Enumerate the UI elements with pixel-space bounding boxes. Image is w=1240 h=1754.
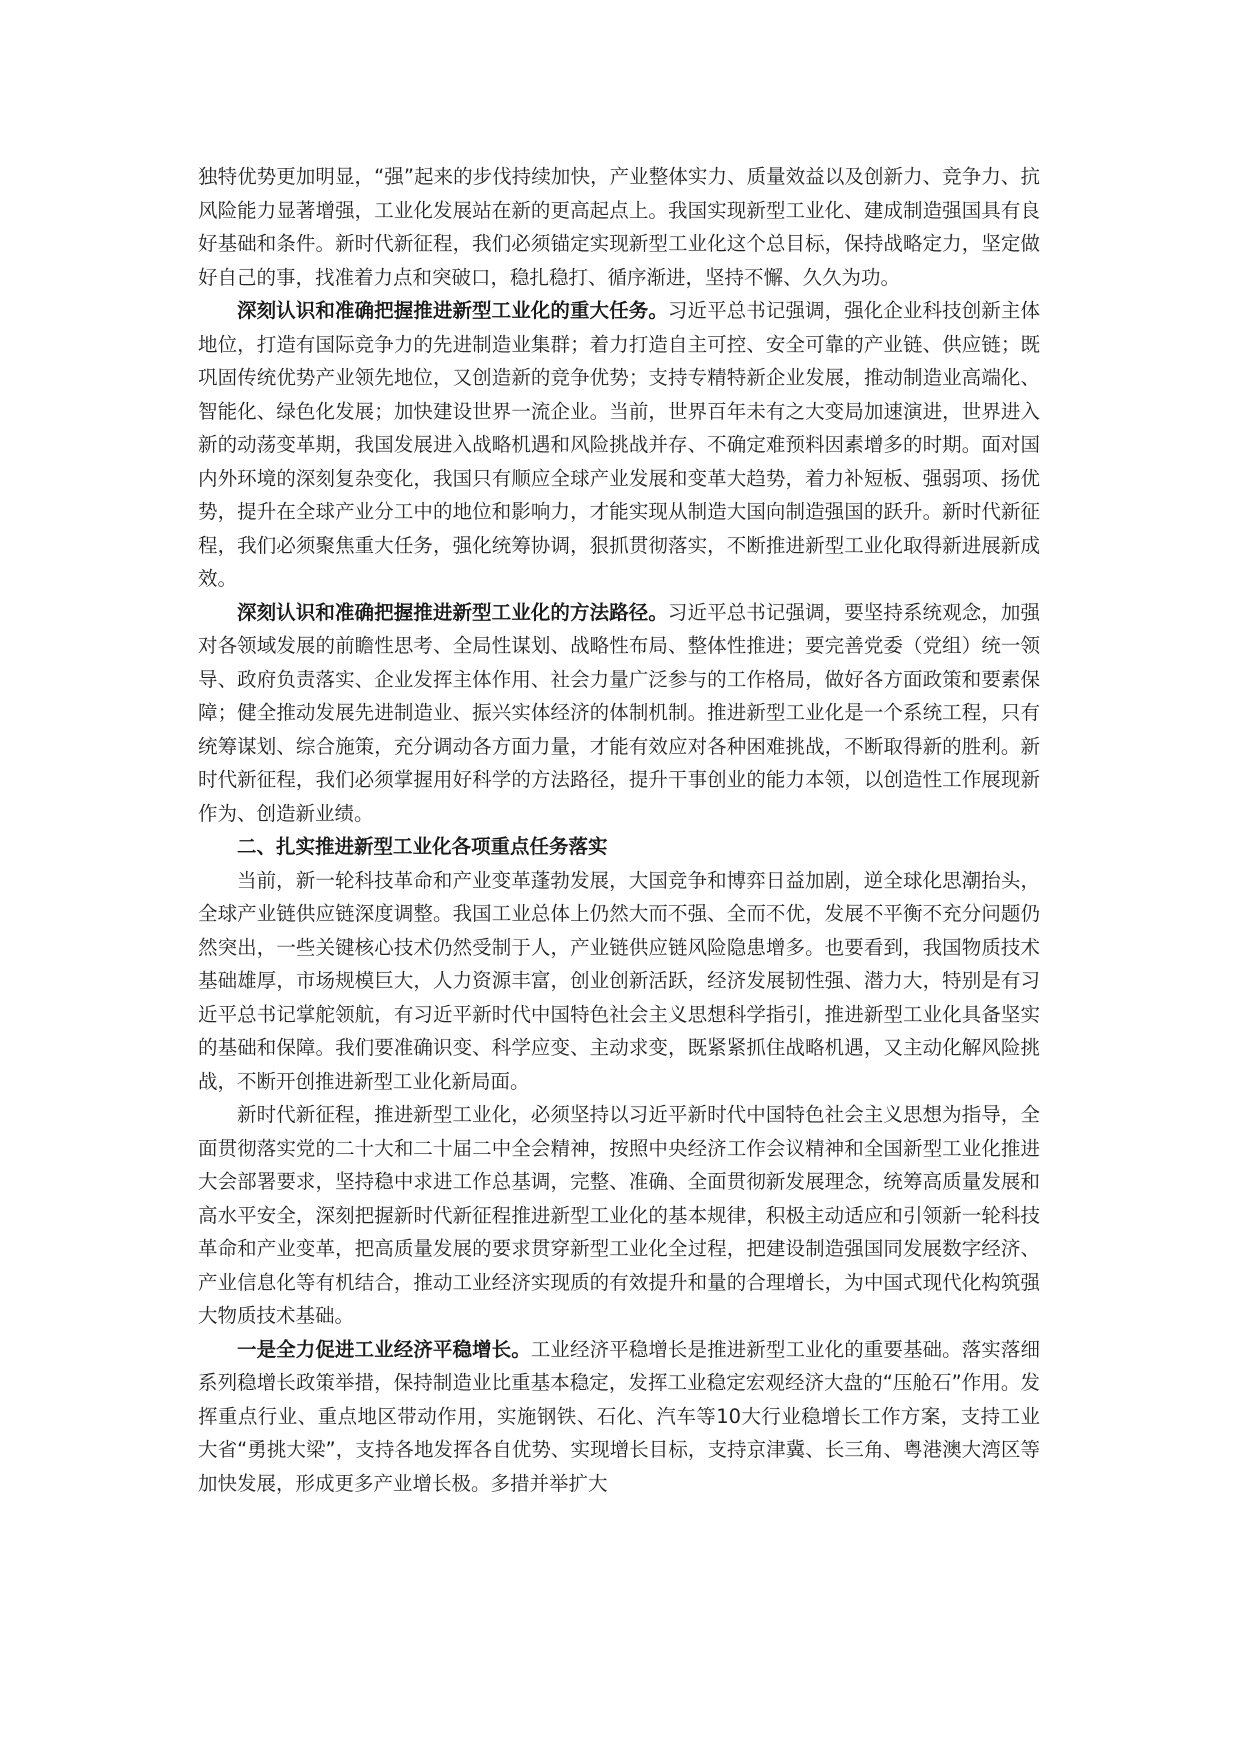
- paragraph-continuation: [198, 160, 1040, 294]
- paragraph-text: 工业经济平稳增长是推进新型工业化的重要基础。落实落细系列稳增长政策举措，保持制造业比重基本稳定，发挥工业稳定宏观经济大盘的“压舱石”作用。发挥重点行业、重点地区带动作用，实施钢铁、石化、汽车等10大行业稳增长工作方案，支持工业大省“勇挑大梁”，支持各地发挥各自优势、实现增长目标，支持京津冀、长三角、粤港澳大湾区等加快发展，形成更多产业增长极。多措并举扩大: [198, 1337, 1040, 1495]
- paragraph-method-path: [198, 596, 1040, 831]
- paragraph-major-tasks: [198, 294, 1040, 596]
- document-page: [198, 160, 1040, 1500]
- paragraph-current-situation: [198, 864, 1040, 1099]
- paragraph-text: 当前，新一轮科技革命和产业变革蓬勃发展，大国竞争和博弈日益加剧，逆全球化思潮抬头，全球产业链供应链深度调整。我国工业总体上仍然大而不强、全而不优，发展不平衡不充分问题仍然突出，一些关键核心技术仍然受制于人，产业链供应链风险隐患增多。也要看到，我国物质技术基础雄厚，市场规模巨大，人力资源丰富，创业创新活跃，经济发展韧性强、潜力大，特别是有习近平总书记掌舵领航，有习近平新时代中国特色社会主义思想科学指引，推进新型工业化具备坚实的基础和保障。我们要准确识变、科学应变、主动求变，既紧紧抓住战略机遇，又主动化解风险挑战，不断开创推进新型工业化新局面。: [198, 868, 1040, 1093]
- paragraph-lead: 一是全力促进工业经济平稳增长。: [237, 1337, 531, 1361]
- paragraph-lead: 深刻认识和准确把握推进新型工业化的方法路径。: [237, 600, 668, 624]
- section-heading: 二、扎实推进新型工业化各项重点任务落实: [237, 835, 608, 858]
- paragraph-lead: 深刻认识和准确把握推进新型工业化的重大任务。: [237, 299, 668, 322]
- paragraph-text: 习近平总书记强调，要坚持系统观念，加强对各领域发展的前瞻性思考、全局性谋划、战略性布局、整体性推进；要完善党委（党组）统一领导、政府负责落实、企业发挥主体作用、社会力量广泛参与的工作格局，做好各方面政策和要素保障；健全推动发展先进制造业、振兴实体经济的体制机制。推进新型工业化是一个系统工程，只有统筹谋划、综合施策，充分调动各方面力量，才能有效应对各种困难挑战，不断取得新的胜利。新时代新征程，我们必须掌握用好科学的方法路径，提升干事创业的能力本领，以创造性工作展现新作为、创造新业绩。: [198, 600, 1040, 825]
- paragraph-text: 新时代新征程，推进新型工业化，必须坚持以习近平新时代中国特色社会主义思想为指导，全面贯彻落实党的二十大和二十届二中全会精神，按照中央经济工作会议精神和全国新型工业化推进大会部署要求，坚持稳中求进工作总基调，完整、准确、全面贯彻新发展理念，统筹高质量发展和高水平安全，深刻把握新时代新征程推进新型工业化的基本规律，积极主动适应和引领新一轮科技革命和产业变革，把高质量发展的要求贯穿新型工业化全过程，把建设制造强国同发展数字经济、产业信息化等有机结合，推动工业经济实现质的有效提升和量的合理增长，为中国式现代化构筑强大物质技术基础。: [198, 1103, 1040, 1327]
- paragraph-text: 独特优势更加明显，“强”起来的步伐持续加快，产业整体实力、质量效益以及创新力、竞争力、抗风险能力显著增强，工业化发展站在新的更高起点上。我国实现新型工业化、建成制造强国具有良好基础和条件。新时代新征程，我们必须锚定实现新型工业化这个总目标，保持战略定力，坚定做好自己的事，找准着力点和突破口，稳扎稳打、循序渐进，坚持不懈、久久为功。: [198, 165, 1040, 289]
- paragraph-stable-growth: [198, 1333, 1040, 1501]
- paragraph-text: 习近平总书记强调，强化企业科技创新主体地位，打造有国际竞争力的先进制造业集群；着力打造自主可控、安全可靠的产业链、供应链；既巩固传统优势产业领先地位，又创造新的竞争优势；支持专精特新企业发展，推动制造业高端化、智能化、绿色化发展；加快建设世界一流企业。当前，世界百年未有之大变局加速演进，世界进入新的动荡变革期，我国发展进入战略机遇和风险挑战并存、不确定难预料因素增多的时期。面对国内外环境的深刻复杂变化，我国只有顺应全球产业发展和变革大趋势，着力补短板、强弱项、扬优势，提升在全球产业分工中的地位和影响力，才能实现从制造大国向制造强国的跃升。新时代新征程，我们必须聚焦重大任务，强化统筹协调，狠抓贯彻落实，不断推进新型工业化取得新进展新成效。: [198, 299, 1040, 590]
- paragraph-new-era: [198, 1098, 1040, 1333]
